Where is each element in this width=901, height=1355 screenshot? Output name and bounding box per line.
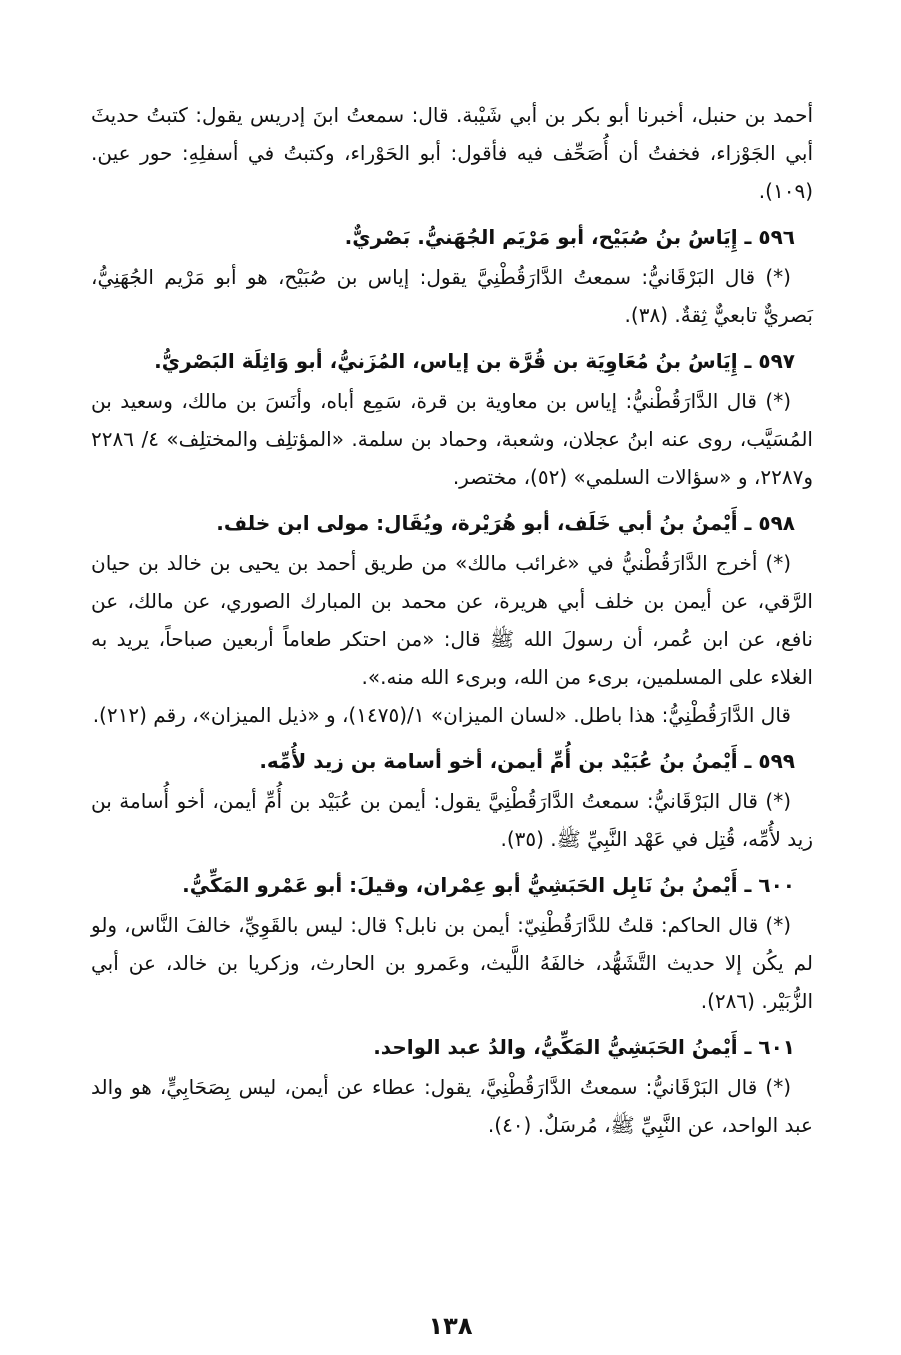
entry-paragraph: (*) قال البَرْقَانيُّ: سمعتُ الدَّارَقُطْنِيَّ يقول: إياس بن صُبَيْح، هو أبو مَرْيم الجُهَنِيُّ، بَصريٌّ تابعيٌّ ثِقةٌ. (٣٨). [91,265,813,327]
entry-598 [91,508,813,734]
entry-title: إِيَاسُ بنُ مُعَاوِيَة بن قُرَّة بن إياس، المُزَنيُّ، أبو وَاثِلَة البَصْريُّ. [154,349,738,373]
entry-heading [91,1032,795,1062]
entry-number: ٥٩٦ [758,225,795,249]
entry-600 [91,870,813,1020]
entry-dash: ـ [737,873,752,897]
entry-paragraph: (*) قال الحاكم: قلتُ للدَّارَقُطْنِيّ: أيمن بن نابل؟ قال: ليس بالقَوِيِّ، خالفَ النَّاس، ولو لم يكُن إلا حديث التَّشَهُّد، خالفَهُ اللَّيث، وعَمرو بن الحارث، وزكريا بن خالد، عن أبي الزُّبَيْر. (٢٨٦). [91,913,813,1013]
entry-dash: ـ [737,1035,752,1059]
entry-paragraph: (*) قال البَرْقَانيُّ: سمعتُ الدَّارَقُطْنِيَّ يقول: أيمن بن عُبَيْد بن أُمِّ أيمن، أخو أُسامة بن زيد لأُمِّه، قُتِل في عَهْد النَّبِيِّ ﷺ. (٣٥). [91,789,813,851]
entry-paragraph: (*) قال البَرْقَانيُّ: سمعتُ الدَّارَقُطْنِيَّ، يقول: عطاء عن أيمن، ليس بِصَحَابِيٍّ، هو والد عبد الواحد، عن النَّبِيِّ ﷺ، مُرسَلٌ. (٤٠). [91,1075,813,1137]
entry-number: ٦٠٠ [758,873,795,897]
entry-597 [91,346,813,496]
entry-paragraph: قال الدَّارَقُطْنِيُّ: هذا باطل. «لسان الميزان» ١/(١٤٧٥)، و «ذيل الميزان»، رقم (٢١٢). [92,703,791,727]
entry-paragraph: (*) أخرج الدَّارَقُطْنيُّ في «غرائب مالك» من طريق أحمد بن يحيى بن خالد بن حيان الرَّقي، عن أيمن بن خلف أبي هريرة، عن محمد بن المبارك الصوري، عن مالك، عن نافع، عن ابن عُمر، أن رسولَ الله ﷺ قال: «من احتكر طعاماً أربعين صباحاً، يريد به الغلاء على المسلمين، برىء من الله، وبرىء الله منه.». [91,551,813,689]
entry-dash: ـ [737,225,752,249]
entry-number: ٥٩٧ [758,349,795,373]
entry-number: ٥٩٩ [758,749,795,773]
entry-596 [91,222,813,334]
entry-heading [91,870,795,900]
opening-paragraph: أحمد بن حنبل، أخبرنا أبو بكر بن أبي شَيْبة. قال: سمعتُ ابنَ إدريس يقول: كتبتُ حديثَ أبي الجَوْزاء، فخفتُ أن أُصَحِّف فيه فأقول: أبو الحَوْراء، وكتبتُ في أسفلِهِ: حور عين. (١٠٩). [91,103,813,203]
entry-title: إِيَاسُ بنُ صُبَيْح، أبو مَرْيَم الجُهَنيُّ. بَصْريٌّ. [344,225,738,249]
entry-heading [91,346,795,376]
entry-dash: ـ [737,749,752,773]
entry-heading [91,746,795,776]
entry-number: ٥٩٨ [758,511,795,535]
entry-599 [91,746,813,858]
entry-title: أَيْمنُ بنُ نَابِل الحَبَشِيُّ أبو عِمْران، وقيلَ: أبو عَمْرو المَكِّيُّ. [182,873,738,897]
entry-number: ٦٠١ [758,1035,795,1059]
book-page [91,96,813,1144]
page-number: ١٣٨ [428,1312,473,1340]
entry-title: أَيْمنُ بنُ أبي خَلَف، أبو هُرَيْرة، ويُقَال: مولى ابن خلف. [216,511,738,535]
entry-title: أَيْمنُ بنُ عُبَيْد بن أُمِّ أيمن، أخو أسامة بن زيد لأُمِّه. [259,749,738,773]
entry-dash: ـ [737,349,752,373]
entry-heading [91,508,795,538]
entry-paragraph: (*) قال الدَّارَقُطْنيُّ: إياس بن معاوية بن قرة، سَمِع أباه، وأنَسَ بن مالك، وسعيد بن المُسَيَّب، روى عنه ابنُ عجلان، وشعبة، وحماد بن سلمة. «المؤتلِف والمختلِف» ٤/ ٢٢٨٦ و٢٢٨٧، و «سؤالات السلمي» (٥٢)، مختصر. [91,389,813,489]
entry-heading [91,222,795,252]
entry-601 [91,1032,813,1144]
entry-title: أَيْمنُ الحَبَشِيُّ المَكِّيُّ، والدُ عبد الواحد. [373,1035,738,1059]
entry-dash: ـ [737,511,752,535]
